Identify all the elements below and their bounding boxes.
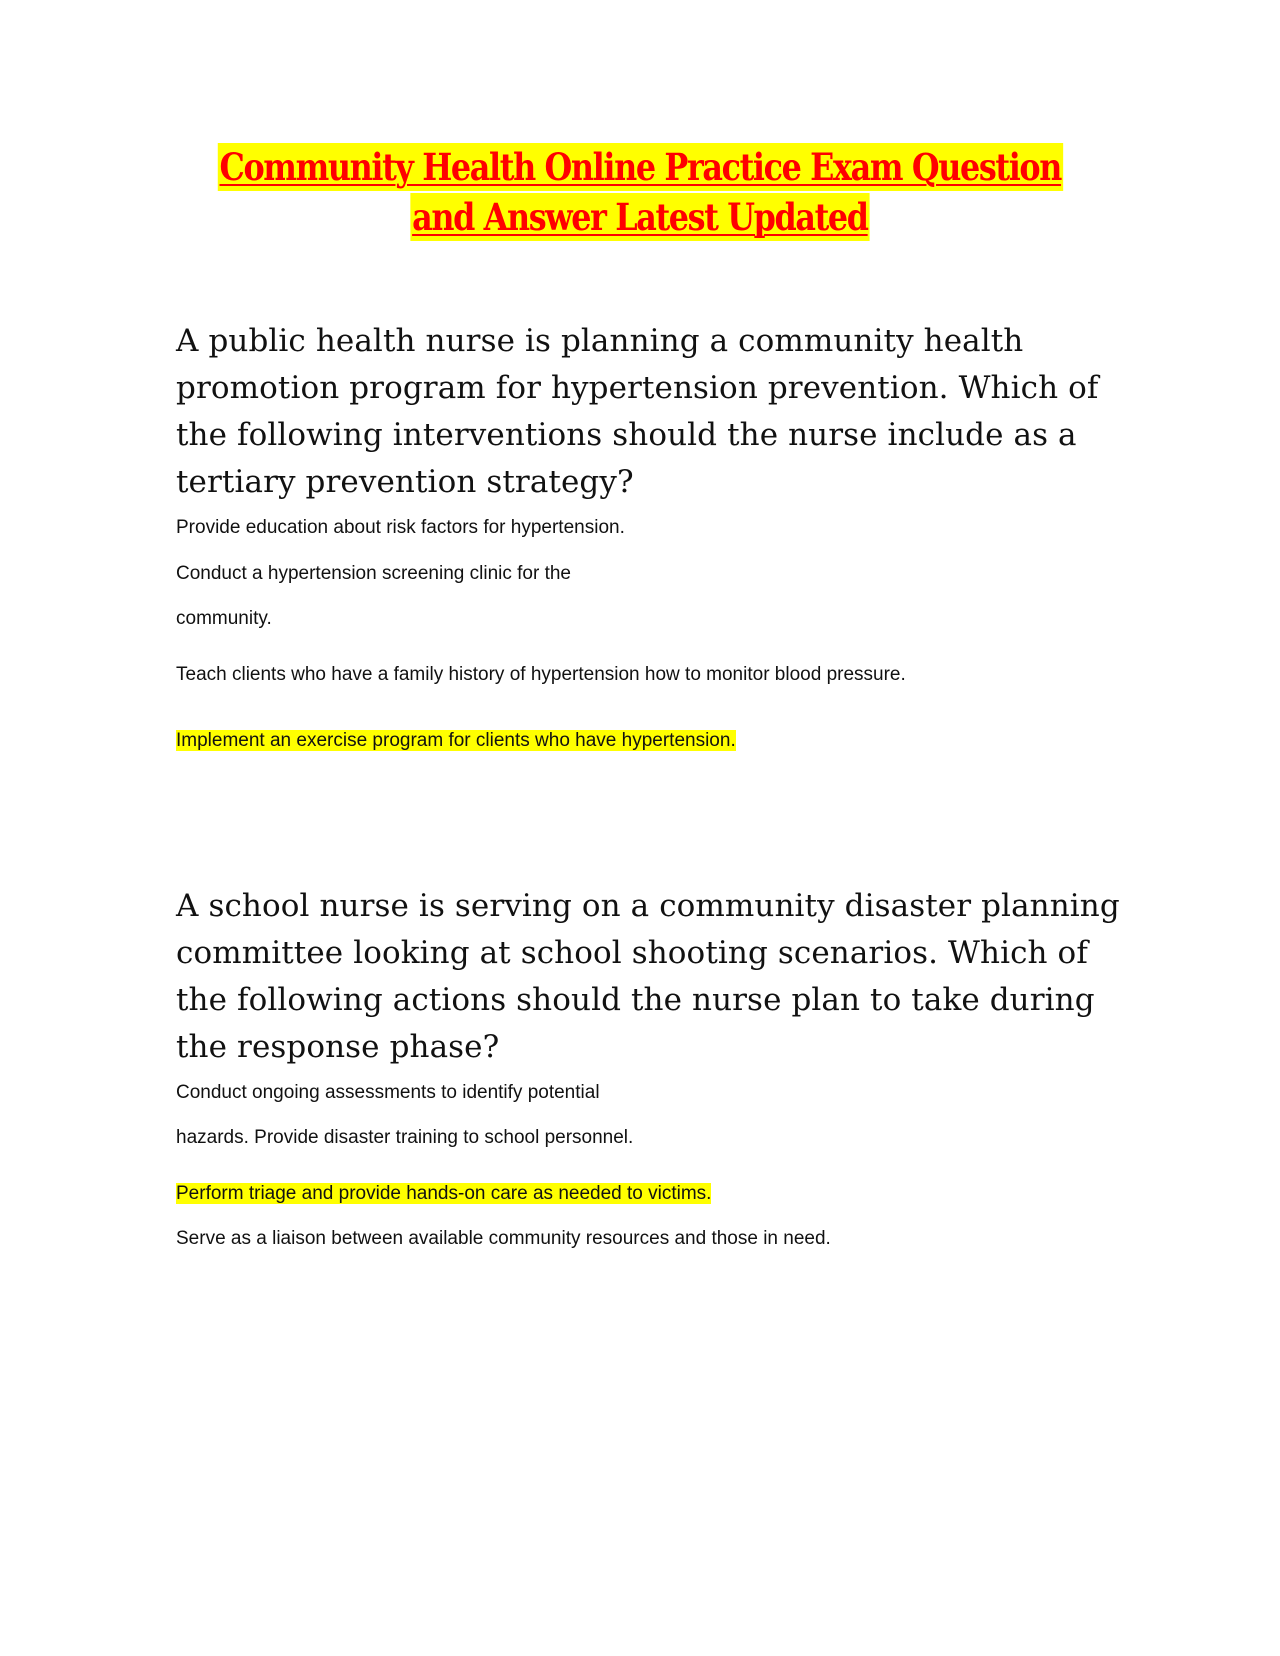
question-1-text [176,318,1136,506]
question-1-option-b: Conduct a hypertension screening clinic for the [176,563,572,584]
document-title-line-1-wrap [0,143,1280,191]
question-2-option-a: Conduct ongoing assessments to identify potential [176,1082,600,1103]
question-1-option-d-correct-answer [176,728,736,754]
question-1-line: the following interventions should the nurse include as a [176,417,1077,453]
answer-highlight: Perform triage and provide hands-on care as needed to victims. [176,1183,712,1204]
question-2-option-b: hazards. Provide disaster training to school personnel. [176,1127,634,1148]
answer-highlight: Implement an exercise program for clients who have hypertension. [176,730,736,751]
question-2-line: A school nurse is serving on a community disaster planning [176,888,1120,924]
question-1-line: tertiary prevention strategy? [176,464,634,500]
question-2-line: the response phase? [176,1029,500,1065]
document-title-line-2-wrap [0,193,1280,241]
question-2-option-d: Serve as a liaison between available community resources and those in need. [176,1228,831,1249]
question-1-line: A public health nurse is planning a community health [176,323,1024,359]
document-title-line-2: and Answer Latest Updated [412,195,868,239]
question-1-option-a: Provide education about risk factors for hypertension. [176,517,625,538]
question-2-line: committee looking at school shooting scenarios. Which of [176,935,1088,971]
question-2-option-c-correct-answer [176,1181,711,1207]
question-1-option-c: Teach clients who have a family history of hypertension how to monitor blood pressure. [176,664,906,685]
question-2-line: the following actions should the nurse plan to take during [176,982,1095,1018]
question-1-line: promotion program for hypertension prevention. Which of [176,370,1099,406]
question-2-text [176,883,1136,1071]
document-title-line-1: Community Health Online Practice Exam Question [219,145,1061,189]
question-1-option-b-continued: community. [176,608,272,629]
